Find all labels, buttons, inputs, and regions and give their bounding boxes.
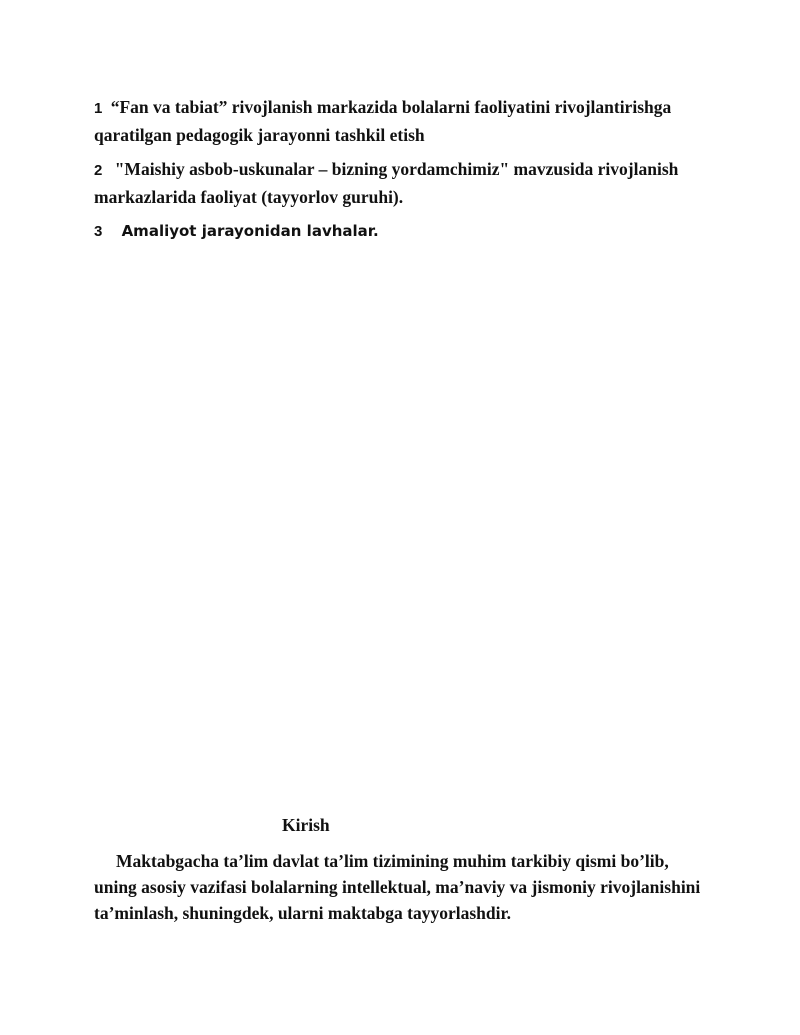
toc-item-text: “Fan va tabiat” rivojlanish markazida bolalarni faoliyatini rivojlantirishga qaratilgan pedagogik jarayonni tashkil etish xyxy=(94,97,672,145)
toc-item-number: 2 xyxy=(94,162,103,179)
toc-item-3 xyxy=(94,218,714,245)
toc-item-text: "Maishiy asbob-uskunalar – bizning yordamchimiz" mavzusida rivojlanish markazlarida faoliyat (tayyorlov guruhi). xyxy=(94,159,679,207)
toc-item-number: 3 xyxy=(94,223,103,240)
toc-item-number: 1 xyxy=(94,100,103,117)
intro-paragraph: Maktabgacha ta’lim davlat ta’lim tizimining muhim tarkibiy qismi bo’lib, uning asosiy vazifasi bolalarning intellektual, ma’naviy va jismoniy rivojlanishini ta’minlash, shuningdek, ularni maktabga tayyorlashdir. xyxy=(94,851,701,923)
toc-item-text: Amaliyot jarayonidan lavhalar. xyxy=(121,222,379,240)
toc-item-2 xyxy=(94,156,714,210)
toc-item-1 xyxy=(94,94,714,148)
section-heading: Kirish xyxy=(282,815,330,835)
